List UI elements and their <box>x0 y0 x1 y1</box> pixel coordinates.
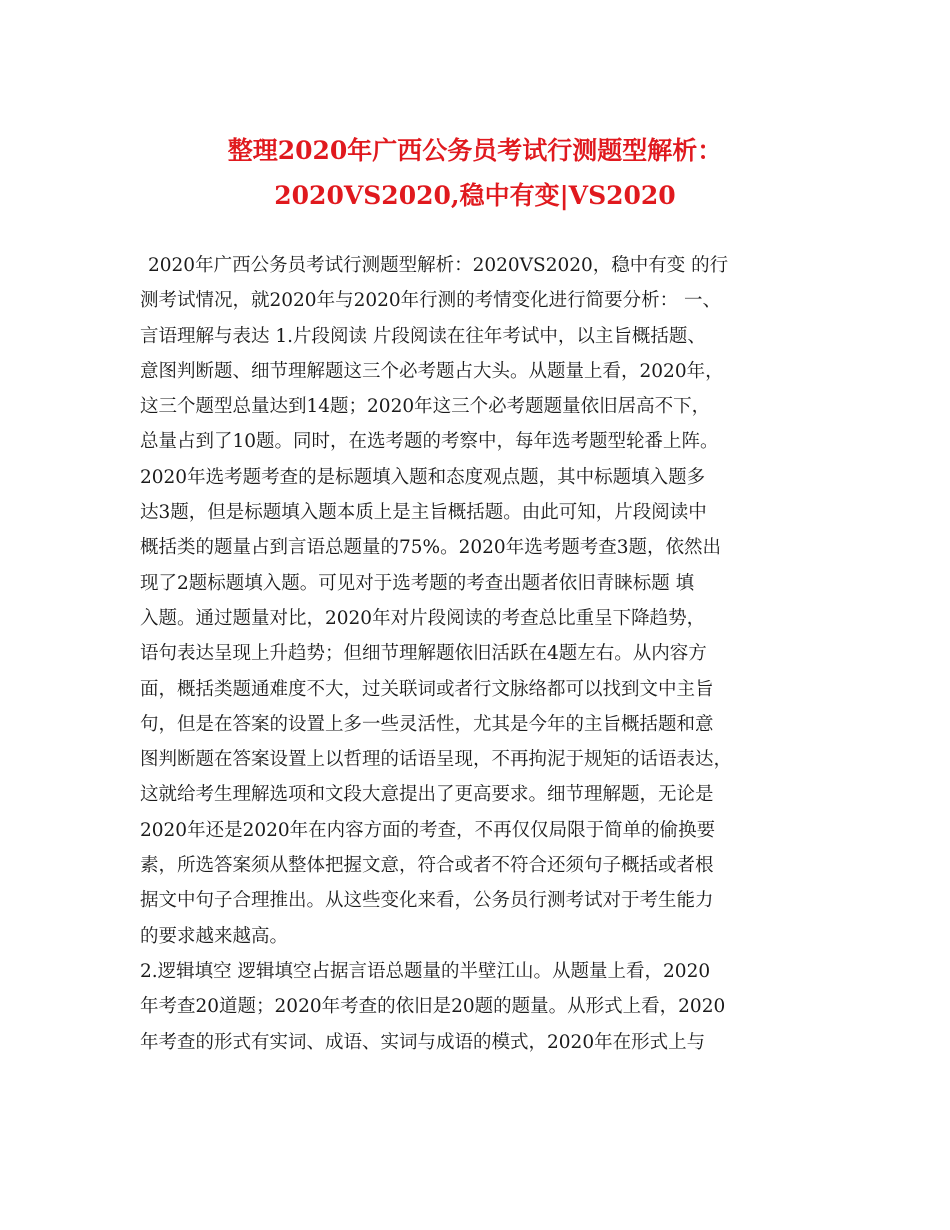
document-body <box>140 248 830 1060</box>
body-line: 达3题，但是标题填入题本质上是主旨概括题。由此可知，片段阅读中 <box>140 502 707 524</box>
body-line: 测考试情况，就2020年与2020年行测的考情变化进行简要分析： 一、 <box>140 290 722 312</box>
body-line: 2020年广西公务员考试行测题型解析：2020VS2020，稳中有变 的行 <box>148 255 729 276</box>
body-line: 年考查20道题；2020年考查的依旧是20题的题量。从形式上看，2020 <box>140 996 726 1018</box>
body-line: 的要求越来越高。 <box>140 925 289 947</box>
body-line: 这就给考生理解选项和文段大意提出了更高要求。细节理解题，无论是 <box>140 784 714 806</box>
body-line: 这三个题型总量达到14题；2020年这三个必考题题量依旧居高不下， <box>140 396 711 418</box>
body-line: 据文中句子合理推出。从这些变化来看，公务员行测考试对于考生能力 <box>140 890 714 912</box>
body-line: 言语理解与表达 1.片段阅读 片段阅读在往年考试中，以主旨概括题、 <box>140 325 706 347</box>
body-line: 图判断题在答案设置上以哲理的话语呈现，不再拘泥于规矩的话语表达， <box>140 749 733 771</box>
body-line: 年考查的形式有实词、成语、实词与成语的模式，2020年在形式上与 <box>140 1031 706 1053</box>
body-line: 2020年还是2020年在内容方面的考查，不再仅仅局限于简单的偷换要 <box>140 819 716 841</box>
body-line: 入题。通过题量对比，2020年对片段阅读的考查总比重呈下降趋势， <box>140 607 706 629</box>
body-line: 句，但是在答案的设置上多一些灵活性，尤其是今年的主旨概括题和意 <box>140 713 714 735</box>
body-line: 素，所选答案须从整体把握文意，符合或者不符合还须句子概括或者根 <box>140 855 714 877</box>
document-title-line-2: 2020VS2020,稳中有变|VS2020 <box>274 181 676 210</box>
body-line: 2.逻辑填空 逻辑填空占据言语总题量的半壁江山。从题量上看，2020 <box>140 960 711 982</box>
body-line: 语句表达呈现上升趋势；但细节理解题依旧活跃在4题左右。从内容方 <box>140 643 707 665</box>
body-line: 现了2题标题填入题。可见对于选考题的考查出题者依旧青睐标题 填 <box>140 572 695 594</box>
body-line: 2020年选考题考查的是标题填入题和态度观点题，其中标题填入题多 <box>140 466 706 488</box>
body-line: 总量占到了10题。同时，在选考题的考察中，每年选考题型轮番上阵。 <box>140 431 719 453</box>
body-line: 面，概括类题通难度不大，过关联词或者行文脉络都可以找到文中主旨 <box>140 678 714 700</box>
document-title-line-1: 整理2020年广西公务员考试行测题型解析： <box>227 136 723 165</box>
body-line: 意图判断题、细节理解题这三个必考题占大头。从题量上看，2020年， <box>140 360 724 382</box>
body-line: 概括类的题量占到言语总题量的75%。2020年选考题考查3题，依然出 <box>140 537 721 559</box>
